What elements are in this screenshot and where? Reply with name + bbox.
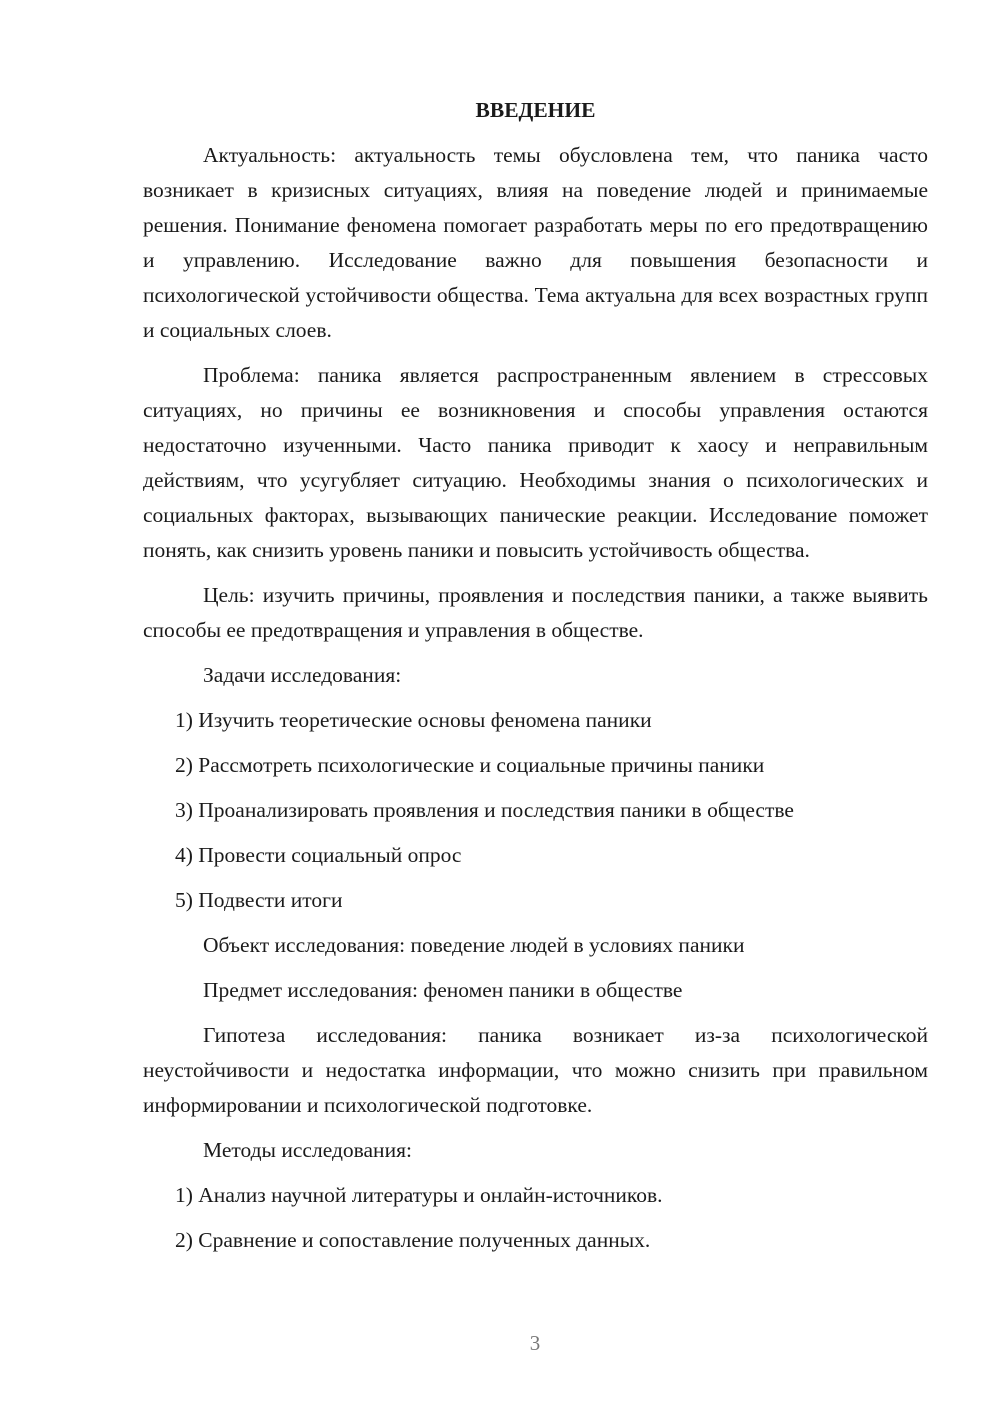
page-content (143, 93, 928, 1268)
tasks-list (143, 703, 928, 918)
list-item: 2) Сравнение и сопоставление полученных данных. (175, 1228, 651, 1252)
relevance-paragraph: Актуальность: актуальность темы обусловлена тем, что паника часто возникает в кризисных ситуациях, влияя на поведение людей и принимаемые решения. Понимание феномена помогает разработать меры по его предотвращению и управлению. Исследование важно для повышения безопасности и психологической устойчивости общества. Тема актуальна для всех возрастных групп и социальных слоев. (143, 143, 928, 342)
list-item: 1) Изучить теоретические основы феномена паники (175, 708, 652, 732)
methods-list (143, 1178, 928, 1258)
section-title: ВВЕДЕНИЕ (475, 98, 596, 122)
list-item: 4) Провести социальный опрос (175, 843, 462, 867)
page-number: 3 (529, 1331, 541, 1355)
subject-paragraph: Предмет исследования: феномен паники в обществе (203, 978, 683, 1002)
tasks-heading: Задачи исследования: (203, 663, 402, 687)
list-item: 3) Проанализировать проявления и последствия паники в обществе (175, 798, 794, 822)
goal-paragraph: Цель: изучить причины, проявления и последствия паники, а также выявить способы ее предотвращения и управления в обществе. (143, 583, 928, 642)
problem-paragraph: Проблема: паника является распространенным явлением в стрессовых ситуациях, но причины ее возникновения и способы управления остаются недостаточно изученными. Часто паника приводит к хаосу и неправильным действиям, что усугубляет ситуацию. Необходимы знания о психологических и социальных факторах, вызывающих панические реакции. Исследование поможет понять, как снизить уровень паники и повысить устойчивость общества. (143, 363, 928, 562)
object-paragraph: Объект исследования: поведение людей в условиях паники (203, 933, 745, 957)
hypothesis-paragraph: Гипотеза исследования: паника возникает из-за психологической неустойчивости и недостатка информации, что можно снизить при правильном информировании и психологической подготовке. (143, 1023, 928, 1117)
list-item: 2) Рассмотреть психологические и социальные причины паники (175, 753, 765, 777)
methods-heading: Методы исследования: (203, 1138, 412, 1162)
list-item: 5) Подвести итоги (175, 888, 343, 912)
list-item: 1) Анализ научной литературы и онлайн-источников. (175, 1183, 663, 1207)
